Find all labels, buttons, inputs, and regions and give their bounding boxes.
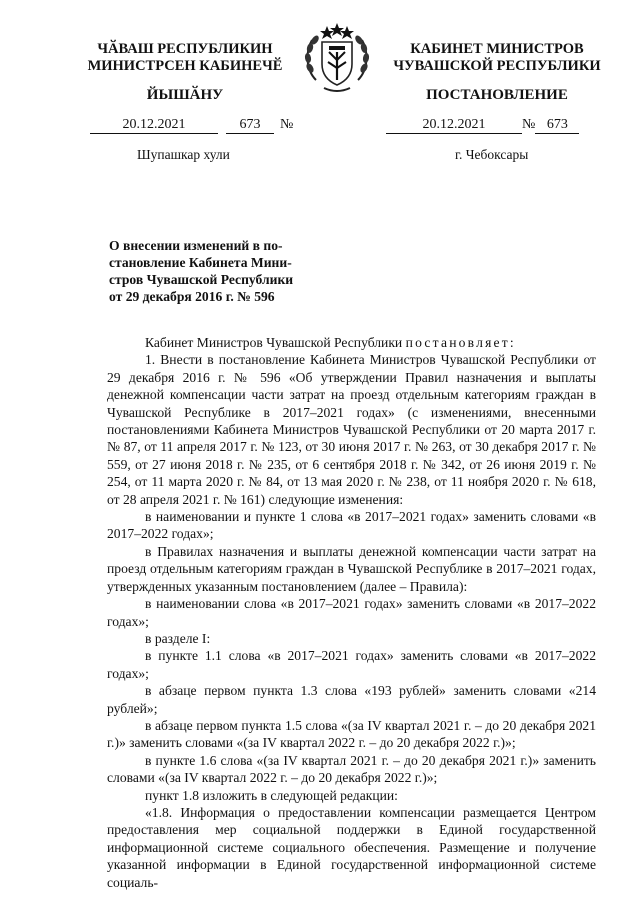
header-right-line1: КАБИНЕТ МИНИСТРОВ [410, 41, 584, 57]
registration-left-date: 20.12.2021 [90, 117, 218, 134]
registration-right-number-sign: № [522, 117, 536, 132]
subject-line: стров Чувашской Республики [109, 272, 294, 287]
body-paragraph: «1.8. Информация о предоставлении компенсации размещается Центром предоставления мер социальной поддержки в Единой государственной информационной системе социального обеспечения. Размещение и получение указанной информации в Единой государственной информационной системе социаль- [107, 804, 596, 890]
intro-verb: постановляет: [405, 335, 516, 350]
header-right-line2: ЧУВАШСКОЙ РЕСПУБЛИКИ [393, 58, 601, 74]
subject-line: от 29 декабря 2016 г. № 596 [109, 289, 275, 304]
registration-left-number: 673 [226, 117, 274, 134]
header-left-line1: ЧӐВАШ РЕСПУБЛИКИН [97, 41, 273, 57]
registration-right-date: 20.12.2021 [386, 117, 522, 134]
body-paragraph: в наименовании и пункте 1 слова «в 2017–2021 годах» заменить словами «в 2017–2022 годах»; [107, 509, 596, 542]
registration-right-number: 673 [535, 117, 579, 134]
document-body [107, 334, 596, 891]
body-paragraph: в пункте 1.1 слова «в 2017–2021 годах» заменить словами «в 2017–2022 годах»; [107, 648, 596, 681]
intro-lead: Кабинет Министров Чувашской Республики [145, 335, 403, 350]
registration-left [90, 117, 293, 135]
body-paragraph: в пункте 1.6 слова «(за IV квартал 2021 г. – до 20 декабря 2021 г.)» заменить словами «(за IV квартал 2022 г. – до 20 декабря 2022 г.)»; [107, 752, 596, 786]
body-intro [107, 334, 596, 351]
document-kind-chuvash: ЙЫШӐНУ [146, 87, 224, 103]
document-kind-russian: ПОСТАНОВЛЕНИЕ [426, 87, 568, 103]
place-chuvash: Шупашкар хули [137, 147, 230, 162]
chuvash-emblem-icon [300, 22, 374, 96]
registration-right [386, 117, 579, 135]
header-right-russian [372, 41, 622, 75]
subject-line: становление Кабинета Мини- [109, 255, 292, 270]
header-left-chuvash [60, 41, 310, 75]
body-paragraph: в Правилах назначения и выплаты денежной компенсации части затрат на проезд отдельным категориям граждан в Чувашской Республике в 2017–2021 годах, утвержденных указанным постановлением (далее – Правила): [107, 543, 596, 594]
body-paragraph: в наименовании слова «в 2017–2021 годах» заменить словами «в 2017–2022 годах»; [107, 596, 596, 629]
document-subject [109, 237, 303, 305]
body-paragraph: пункт 1.8 изложить в следующей редакции: [145, 787, 398, 803]
body-paragraph: в абзаце первом пункта 1.5 слова «(за IV квартал 2021 г. – до 20 декабря 2021 г.)» заменить словами «(за IV квартал 2022 г. – до 20 декабря 2022 г.)»; [107, 717, 596, 751]
registration-left-number-sign: № [280, 117, 294, 132]
body-paragraph: в разделе I: [145, 630, 211, 646]
body-paragraph: 1. Внести в постановление Кабинета Министров Чувашской Республики от 29 декабря 2016 г. № 596 «Об утверждении Правил назначения и выплаты денежной компенсации части затрат на проезд отдельным категориям граждан в Чувашской Республике в 2017–2021 годах» (с изменениями, внесенными постановлениями Кабинета Министров Чувашской Республики от 20 марта 2017 г. № 87, от 11 апреля 2017 г. № 123, от 30 июня 2017 г. № 263, от 30 декабря 2017 г. № 559, от 27 июня 2018 г. № 235, от 6 сентября 2018 г. № 342, от 26 июня 2019 г. № 254, от 11 марта 2020 г. № 84, от 13 мая 2020 г. № 238, от 11 ноября 2020 г. № 618, от 28 апреля 2021 г. № 161) следующие изменения: [107, 352, 596, 507]
subject-line: О внесении изменений в по- [109, 238, 283, 253]
body-paragraph: в абзаце первом пункта 1.3 слова «193 рублей» заменить словами «214 рублей»; [107, 683, 596, 716]
place-russian: г. Чебоксары [455, 147, 529, 162]
header-left-line2: МИНИСТРСЕН КАБИНЕЧӖ [87, 58, 283, 74]
